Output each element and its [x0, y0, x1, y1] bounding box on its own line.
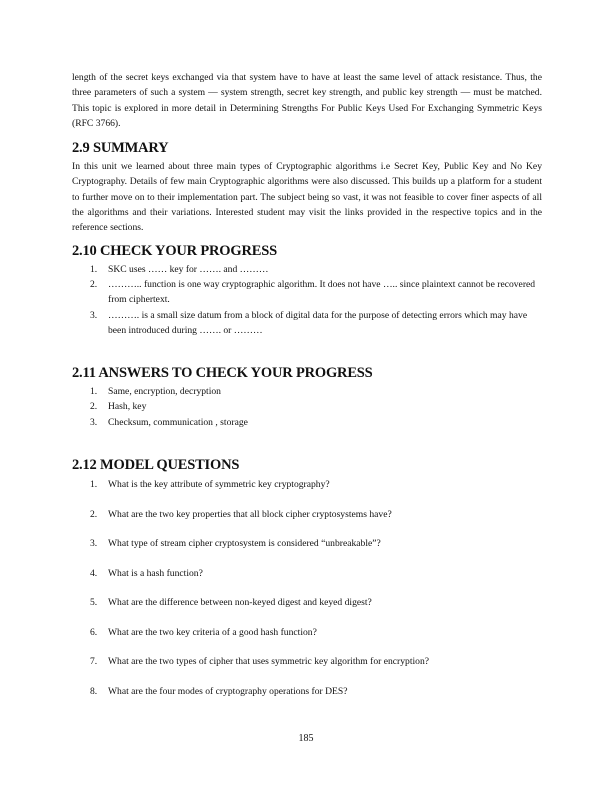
- summary-heading: 2.9 SUMMARY: [72, 140, 169, 157]
- list-item: [72, 308, 542, 339]
- item-number: 8.: [90, 685, 98, 697]
- list-item: [72, 384, 542, 399]
- list-item: [72, 399, 542, 414]
- page-number: 185: [298, 733, 314, 744]
- item-number: 2.: [90, 508, 98, 520]
- item-number: 7.: [90, 656, 98, 668]
- item-text: SKC uses …… key for ……. and ………: [108, 263, 269, 275]
- item-text: What type of stream cipher cryptosystem is considered “unbreakable”?: [108, 538, 381, 550]
- list-item: [72, 507, 542, 522]
- answers-heading: 2.11 ANSWERS TO CHECK YOUR PROGRESS: [72, 365, 373, 382]
- list-item: [72, 595, 542, 610]
- summary-paragraph: In this unit we learned about three main types of Cryptographic algorithms i.e Secret Key, Public Key and No Key Cryptography. Details of few main Cryptographic algorithms were also discussed. This builds up a platform for a student to further move on to their implementation part. The subject being so vast, it was not feasible to cover finer aspects of all the algorithms and their variations. Interested student may visit the links provided in the respective topics and in the reference sections.: [72, 161, 542, 234]
- check-progress-heading: 2.10 CHECK YOUR PROGRESS: [72, 242, 277, 259]
- intro-paragraph: length of the secret keys exchanged via that system have to have at least the same level of attack resistance. Thus, the three parameters of such a system — system strength, secret key strength, and public key strength — must be matched. This topic is explored in more detail in Determining Strengths For Public Keys Used For Exchanging Symmetric Keys (RFC 3766).: [72, 72, 542, 129]
- item-text: What is a hash function?: [108, 567, 203, 579]
- item-text: Hash, key: [108, 401, 147, 413]
- item-text: What are the difference between non-keyed digest and keyed digest?: [108, 597, 372, 609]
- item-number: 4.: [90, 567, 98, 579]
- check-progress-list: [72, 262, 542, 338]
- model-questions-heading: 2.12 MODEL QUESTIONS: [72, 457, 240, 474]
- list-item: [72, 277, 542, 308]
- list-item: [72, 477, 542, 492]
- list-item: [72, 654, 542, 669]
- list-item: [72, 684, 542, 699]
- item-text: ……….. function is one way cryptographic algorithm. It does not have ….. since plaintext cannot be recovered from ciphertext.: [108, 278, 536, 306]
- item-number: 3.: [90, 538, 98, 550]
- item-number: 1.: [90, 263, 98, 275]
- item-text: What are the two key criteria of a good hash function?: [108, 626, 317, 638]
- item-text: What are the two types of cipher that uses symmetric key algorithm for encryption?: [108, 656, 430, 668]
- item-text: What is the key attribute of symmetric key cryptography?: [108, 479, 330, 491]
- list-item: [72, 566, 542, 581]
- item-number: 3.: [90, 309, 98, 321]
- item-number: 1.: [90, 386, 98, 398]
- item-number: 2.: [90, 401, 98, 413]
- answers-list: [72, 384, 542, 430]
- item-text: Same, encryption, decryption: [108, 386, 221, 398]
- item-text: ………. is a small size datum from a block of digital data for the purpose of detecting errors which may have been introduced during ……. or ………: [108, 309, 528, 336]
- item-number: 1.: [90, 479, 98, 491]
- page-content: [72, 70, 542, 699]
- list-item: [72, 625, 542, 640]
- item-number: 6.: [90, 626, 98, 638]
- list-item: [72, 415, 542, 430]
- item-number: 3.: [90, 416, 98, 428]
- item-text: Checksum, communication , storage: [108, 416, 248, 428]
- item-number: 5.: [90, 597, 98, 609]
- model-questions-list: [72, 477, 542, 699]
- item-text: What are the two key properties that all block cipher cryptosystems have?: [108, 508, 392, 520]
- list-item: [72, 262, 542, 277]
- item-text: What are the four modes of cryptography operations for DES?: [108, 685, 348, 697]
- list-item: [72, 536, 542, 551]
- item-number: 2.: [90, 278, 98, 290]
